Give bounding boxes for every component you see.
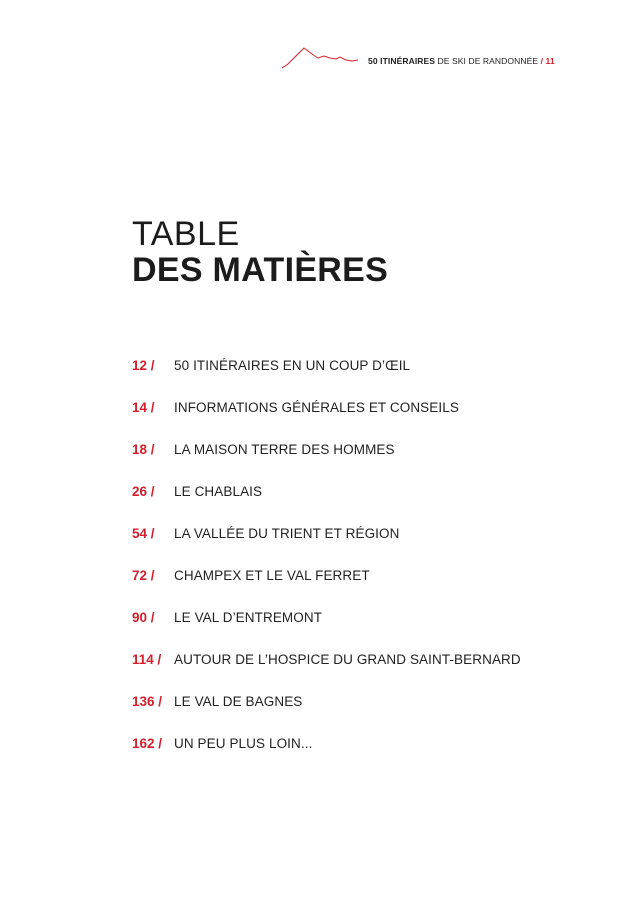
toc-label: LE VAL D’ENTREMONT: [174, 610, 323, 625]
toc-entry[interactable]: [132, 652, 521, 694]
title-line-1: TABLE: [132, 215, 240, 253]
toc-label: LA VALLÉE DU TRIENT ET RÉGION: [174, 526, 400, 541]
table-of-contents: [132, 358, 521, 778]
toc-page-number: 54 /: [132, 526, 155, 541]
toc-entry[interactable]: [132, 694, 521, 736]
toc-label: LE VAL DE BAGNES: [174, 694, 303, 709]
header-title: [368, 56, 555, 66]
toc-entry[interactable]: [132, 568, 521, 610]
title-line-2: DES MATIÈRES: [132, 251, 389, 289]
header-bold-text: 50 ITINÉRAIRES: [368, 56, 436, 66]
toc-label: INFORMATIONS GÉNÉRALES ET CONSEILS: [174, 400, 459, 415]
toc-page-number: 114 /: [132, 652, 162, 667]
toc-entry[interactable]: [132, 400, 521, 442]
toc-page-number: 136 /: [132, 694, 163, 709]
toc-entry[interactable]: [132, 610, 521, 652]
toc-label: 50 ITINÉRAIRES EN UN COUP D’ŒIL: [174, 358, 411, 373]
toc-label: UN PEU PLUS LOIN...: [174, 736, 313, 751]
toc-page-number: 26 /: [132, 484, 155, 499]
toc-entry[interactable]: [132, 484, 521, 526]
header-page-marker: / 11: [540, 56, 555, 66]
toc-page-number: 14 /: [132, 400, 155, 415]
toc-label: CHAMPEX ET LE VAL FERRET: [174, 568, 370, 583]
running-header: [280, 44, 580, 74]
toc-entry[interactable]: [132, 736, 521, 778]
mountain-profile-icon: [280, 44, 366, 74]
toc-page-number: 12 /: [132, 358, 155, 373]
toc-page-number: 72 /: [132, 568, 155, 583]
toc-entry[interactable]: [132, 358, 521, 400]
toc-entry[interactable]: [132, 442, 521, 484]
toc-label: LA MAISON TERRE DES HOMMES: [174, 442, 395, 457]
header-rest-text: DE SKI DE RANDONNÉE: [435, 56, 541, 66]
toc-label: LE CHABLAIS: [174, 484, 263, 499]
toc-label: AUTOUR DE L’HOSPICE DU GRAND SAINT-BERNARD: [174, 652, 521, 667]
toc-entry[interactable]: [132, 526, 521, 568]
toc-page-number: 90 /: [132, 610, 155, 625]
toc-page-number: 18 /: [132, 442, 155, 457]
toc-page-number: 162 /: [132, 736, 163, 751]
page-title: [132, 216, 388, 288]
